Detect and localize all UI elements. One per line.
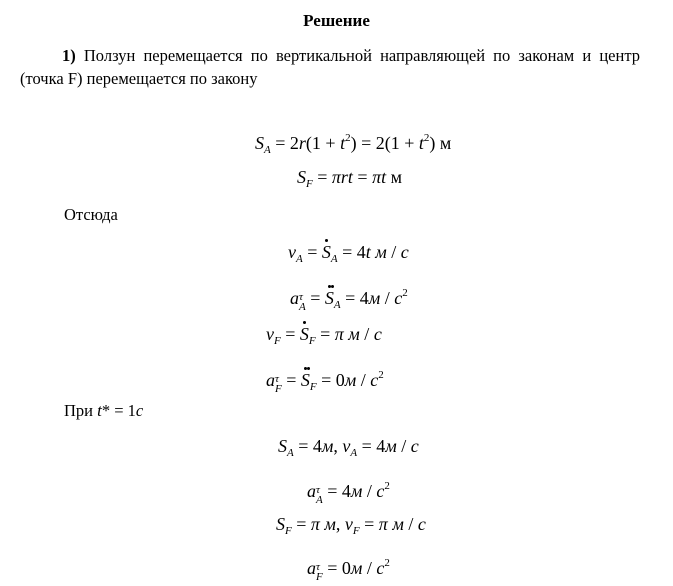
equation-sa: $S_A = 2r(1 + t^2) = 2(1 + t^2)$ м (255, 132, 452, 156)
equation-sf-vf-value: $S_F = \pi$ м, $v_F = \pi$ м / c (276, 514, 426, 537)
at-prefix: При (64, 401, 93, 420)
item-number: 1) (62, 46, 76, 65)
equation-af-value: a τ F = $0м / c^2$ (307, 557, 390, 583)
solution-heading: Решение (303, 11, 370, 30)
at-time-label: При t* = 1c (64, 401, 144, 420)
intro-text: Ползун перемещается по вертикальной направляющей по законам и центр (точка F) перемещается по закону (20, 46, 640, 88)
intro-paragraph (20, 44, 640, 90)
equation-aa: a τ A = $S_A = 4м / c^2$ (290, 287, 408, 313)
equation-sa-va-value: $S_A = 4м$, $v_A = 4м / c$ (278, 436, 419, 459)
equation-vf: $v_F = S_F = \pi$ м / c (266, 324, 382, 347)
equation-af: a τ F = $S_F = 0м / c^2$ (266, 369, 384, 395)
equation-sf: $S_F = \pi rt = \pi t$ м (297, 167, 402, 190)
hence-label: Отсюда (64, 205, 118, 224)
equation-va: $v_A = S_A = 4t$ м / c (288, 242, 409, 265)
equation-aa-value: a τ A = $4м / c^2$ (307, 480, 390, 506)
